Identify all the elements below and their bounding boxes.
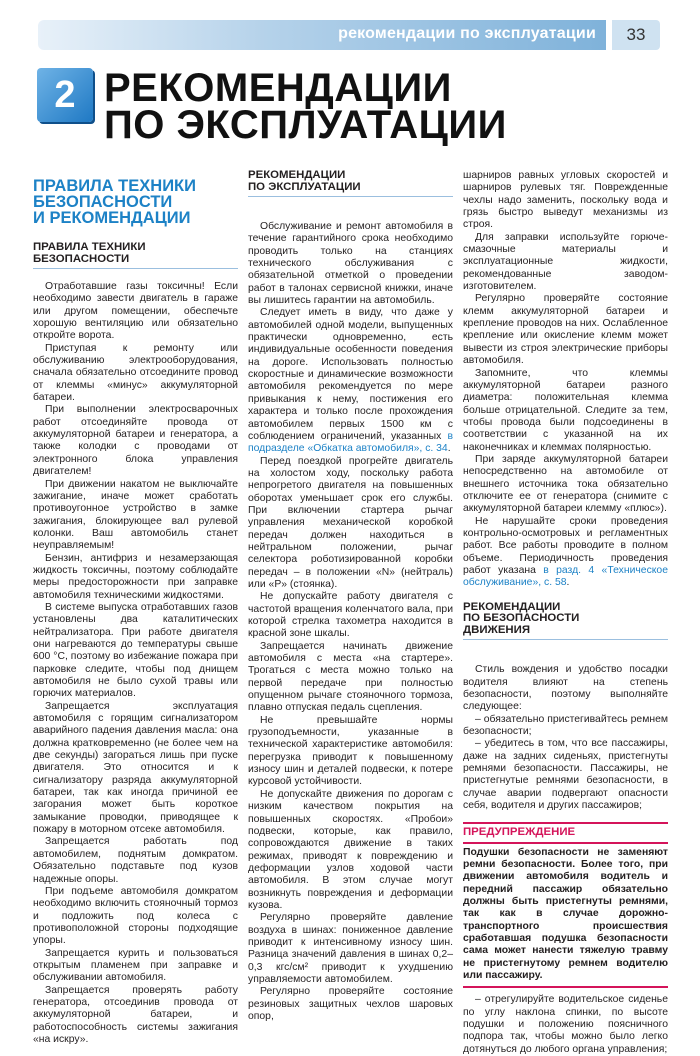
paragraph: Запомните, что клеммы аккумуляторной батареи разного диаметра: положительная клемма больше отрицательной. Следите за тем, чтобы провода были подсоединены в соответствии с указанной на их наконечниках и клеммах полярностью. (463, 367, 668, 453)
paragraph: Бензин, антифриз и незамерзающая жидкость токсичны, поэтому соблюдайте меры предосторожности при заправке автомобиля техническими жидкостями. (33, 552, 238, 601)
paragraph: Приступая к ремонту или обслуживанию электрооборудования, сначала обязательно отсоедините провод от клеммы «минус» аккумуляторной батареи. (33, 342, 238, 404)
chapter-title-line1: РЕКОМЕНДАЦИИ (104, 66, 452, 110)
running-header-bar (38, 20, 606, 50)
cross-reference-link[interactable]: в разд. 4 «Техническое обслуживание», с. 58 (463, 565, 668, 589)
chapter-title-line2: ПО ЭКСПЛУАТАЦИИ (104, 103, 507, 147)
chapter-title (104, 66, 507, 147)
paragraph: – обязательно пристегивайтесь ремнем безопасности; (463, 713, 668, 737)
paragraph: Для заправки используйте горюче-смазочные материалы и эксплуатационные жидкости, рекомендованные заводом-изготовителем. (463, 231, 668, 293)
paragraph-text: . (566, 577, 570, 589)
paragraph: Запрещается начинать движение автомобиля с места «на стартере». Трогаться с места можно только на первой передаче при полностью опущенном рычаге стояночного тормоза, плавно отпуская педаль сцепления. (248, 640, 453, 714)
paragraph: В системе выпуска отработавших газов установлены два каталитических нейтрализатора. При работе двигателя они нагреваются до температуры свыше 600 °С, поэтому во избежание пожара при парковке следите, чтобы под днищем автомобиля не было сухой травы или горючих материалов. (33, 601, 238, 700)
paragraph: При заряде аккумуляторной батареи непосредственно на автомобиле от внешнего источника тока обязательно отключите ее от генератора (снимите с аккумуляторной батареи клемму «плюс»). (463, 453, 668, 515)
paragraph: Запрещается эксплуатация автомобиля с горящим сигнализатором аварийного падения давления масла: она должна кратковременно (не более чем на две секунды) загораться лишь при пуске двигателя. Это относится и к сигнализатору разряда аккумуляторной батареи, так как иногда причиной ее загорания может быть короткое замыкание проводки, приводящее к пожару в моторном отсеке автомобиля. (33, 700, 238, 836)
column-2 (248, 170, 453, 1023)
paragraph (463, 516, 668, 590)
column-1 (33, 170, 238, 1046)
column-3 (463, 170, 668, 1056)
paragraph: Регулярно проверяйте состояние клемм аккумуляторной батареи и крепление проводов на них. Ослабленное крепление или окисление клемм может вывести из строя электрические приборы автомобиля. (463, 293, 668, 367)
paragraph: Запрещается проверять работу генератора, отсоединив провода от аккумуляторной батареи, и работоспособность системы зажигания «на искру». (33, 984, 238, 1045)
cross-reference-link[interactable]: в подразделе «Обкатка автомобиля», с. 34 (248, 430, 453, 455)
section-title-line: И РЕКОМЕНДАЦИИ (33, 209, 191, 227)
paragraph: шарниров равных угловых скоростей и шарниров рулевых тяг. Поврежденные чехлы надо заменить, поскольку вода и грязь быстро выведут механизмы из строя. (463, 170, 668, 231)
warning-divider (463, 986, 668, 994)
section-title-line: ПРАВИЛА ТЕХНИКИ (33, 177, 196, 195)
chapter-number-badge: 2 (37, 68, 93, 122)
paragraph: Не допускайте работу двигателя с частотой вращения коленчатого вала, при которой стрелка тахометра находится в красной зоне шкалы. (248, 591, 453, 640)
running-title: рекомендации по эксплуатации (338, 25, 596, 42)
warning-text: Подушки безопасности не заменяют ремни безопасности. Более того, при движении автомобиля водитель и передний пассажир обязательно должны быть пристегнуты ремнями, так как в случае дорожно-транспортного происшествия сработавшая подушка безопасности сама может нанести тяжелую травму не пристегнутому ремнем водителю или пассажиру. (463, 846, 668, 982)
subsection-title-line: РЕКОМЕНДАЦИИ (463, 600, 561, 613)
paragraph: Отработавшие газы токсичны! Если необходимо завести двигатель в гараже или другом помещении, обеспечьте хорошую вентиляцию или обязательно откройте ворота. (33, 281, 238, 342)
subsection-title-line: ДВИЖЕНИЯ (463, 623, 531, 636)
subsection-title-line: ПО БЕЗОПАСНОСТИ (463, 612, 580, 625)
subsection-title (463, 602, 668, 641)
page-number: 33 (612, 20, 660, 50)
subsection-title (248, 170, 453, 197)
section-title (33, 178, 238, 226)
paragraph: Регулярно проверяйте давление воздуха в шинах: пониженное давление приводит к интенсивному износу шин. Разница значений давления в шинах 0,2–0,3 кгс/см² приводит к ухудшению управляемости автомобилем. (248, 912, 453, 985)
paragraph: – убедитесь в том, что все пассажиры, даже на задних сиденьях, пристегнуты ремнями безопасности. Пассажиры, не пристегнутые ремнями безопасности, в случае аварии подвергают опасности себя, водителя и других пассажиров; (463, 738, 668, 811)
paragraph: Перед поездкой прогрейте двигатель на холостом ходу, поскольку работа непрогретого двигателя на повышенных оборотах уменьшает срок его службы. При включении стартера рычаг управления механической коробкой передач должен находиться в нейтральном положении, рычаг селектора роботизированной коробки передач – в положении «N» (нейтраль) или «P» (стоянка). (248, 455, 453, 590)
section-title-line: БЕЗОПАСНОСТИ (33, 193, 173, 211)
paragraph: – отрегулируйте водительское сиденье по углу наклона спинки, по высоте подушки и положению поясничного подпора так, чтобы можно было легко дотянуться до любого органа управления; (463, 994, 668, 1055)
subsection-title-line: РЕКОМЕНДАЦИИ (248, 169, 346, 181)
paragraph: Запрещается работать под автомобилем, поднятым домкратом. Обязательно подставьте под кузов надежные опоры. (33, 836, 238, 885)
paragraph: Не превышайте нормы грузоподъемности, указанные в технической характеристике автомобиля: перегрузка приводит к повышенному износу шин и деталей подвески, к потере курсовой устойчивости. (248, 714, 453, 788)
paragraph-text: Следует иметь в виду, что даже у автомобилей одной модели, выпущенных практически одновременно, есть индивидуальные особенности поведения на дороге. Использовать полностью скоростные и динамические возможности автомобиля рекомендуется по мере привыкания к нему, постижения его характера и только после прохождения автомобилем первых 1500 км с соблюдением ограничений, указанных (248, 307, 453, 442)
paragraph: Запрещается курить и пользоваться открытым пламенем при заправке и обслуживании автомобиля. (33, 947, 238, 984)
paragraph: При выполнении электросварочных работ отсоединяйте провода от аккумуляторной батареи и генератора, а также колодки с проводами от электронного блока управления двигателем! (33, 404, 238, 478)
paragraph: Стиль вождения и удобство посадки водителя влияют на степень безопасности, поэтому выполняйте следующее: (463, 664, 668, 713)
warning-heading: ПРЕДУПРЕЖДЕНИЕ (463, 822, 668, 843)
paragraph: При движении накатом не выключайте зажигание, иначе может сработать противоугонное устройство в замке зажигания, блокирующее вал рулевой колонки. Ваш автомобиль станет неуправляемым! (33, 478, 238, 552)
paragraph: Регулярно проверяйте состояние резиновых защитных чехлов шаровых опор, (248, 986, 453, 1022)
subsection-title (33, 242, 238, 269)
subsection-title-line: ПРАВИЛА ТЕХНИКИ (33, 241, 146, 253)
paragraph: Не допускайте движения по дорогам с низким качеством покрытия на повышенных скоростях. «Пробои» подвески, которые, как правило, сопровождаются движение в таких режимах, приводят к повреждению и деформации узлов ходовой части автомобиля. В этом случае могут возникнуть повреждения и деформации кузова. (248, 788, 453, 911)
paragraph-text: . (447, 443, 451, 455)
paragraph: При подъеме автомобиля домкратом необходимо включить стояночный тормоз и подложить под колеса с противоположной стороны подходящие упоры. (33, 885, 238, 947)
paragraph (248, 307, 453, 455)
subsection-title-line: ПО ЭКСПЛУАТАЦИИ (248, 180, 361, 193)
subsection-title-line: БЕЗОПАСНОСТИ (33, 252, 130, 265)
paragraph-text: Не нарушайте сроки проведения контрольно-осмотровых и регламентных работ. Все работы проводите в полном объеме. Периодичность проведения работ указана (463, 515, 668, 576)
paragraph: Обслуживание и ремонт автомобиля в течение гарантийного срока необходимо проводить только на станциях технического обслуживания с обязательной отметкой о проведении работ в талонах сервисной книжки, иначе вы лишитесь гарантии на автомобиль. (248, 221, 453, 307)
